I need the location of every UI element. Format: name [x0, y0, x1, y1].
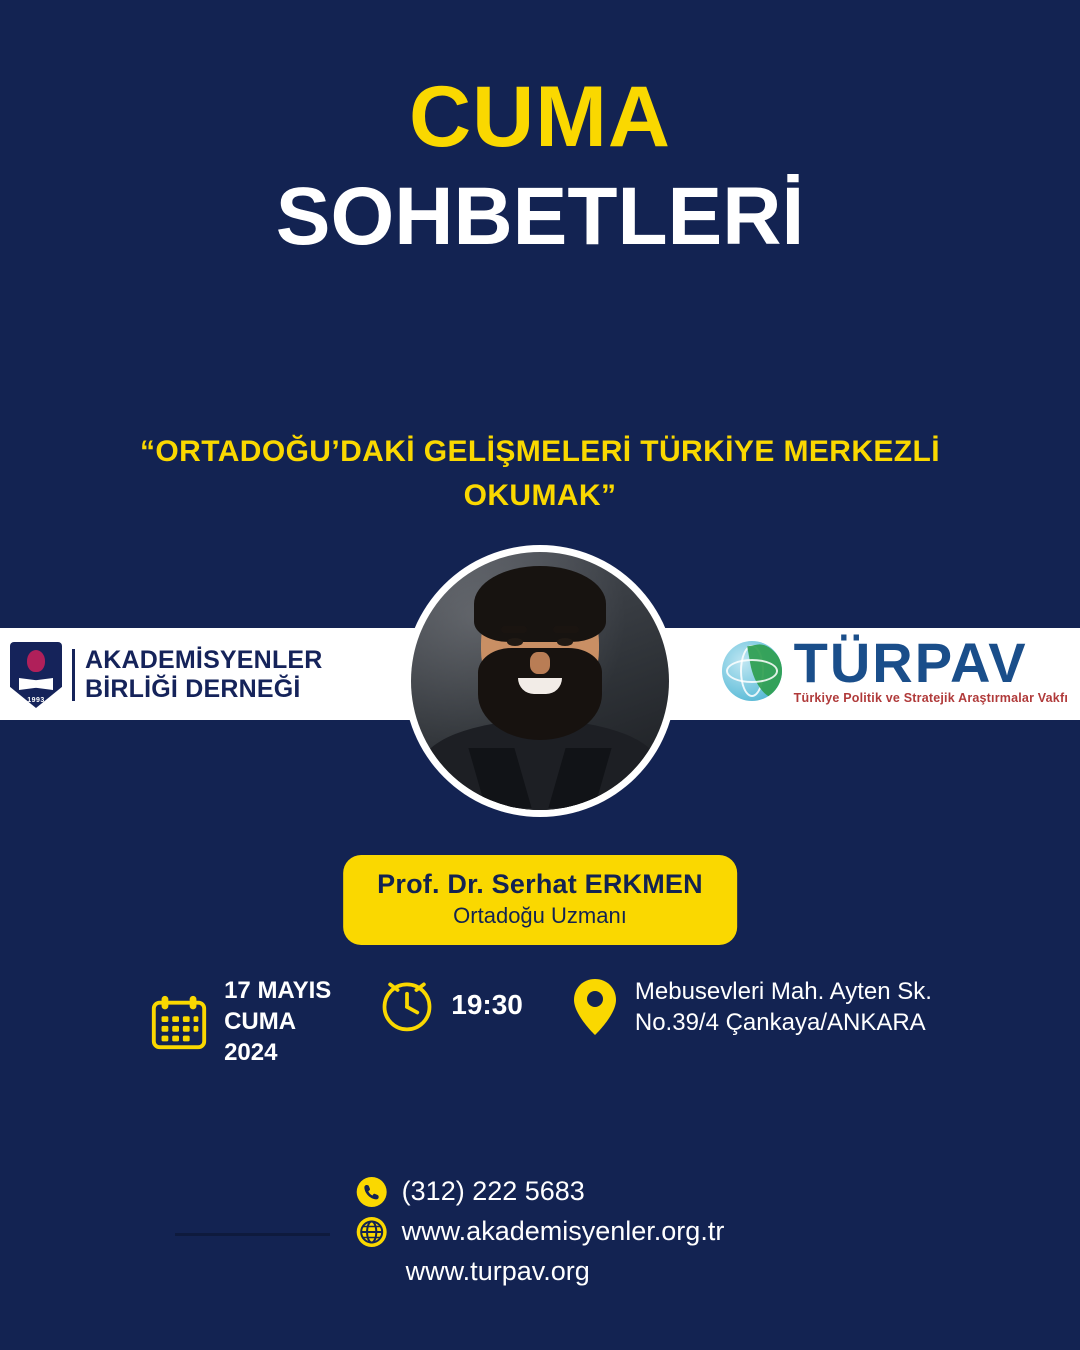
speaker-name: Prof. Dr. Serhat ERKMEN [377, 869, 703, 899]
contact-website-text: www.akademisyenler.org.tr [401, 1215, 725, 1246]
turpav-text [793, 631, 1068, 706]
poster-subtitle: “ORTADOĞU’DAKİ GELİŞMELERİ TÜRKİYE MERKEZLİ OKUMAK” [140, 435, 940, 512]
event-date-line-3: 2024 [224, 1039, 278, 1067]
contact-phone-text: (312) 222 5683 [401, 1176, 585, 1206]
calendar-icon [148, 991, 210, 1053]
event-time [377, 975, 523, 1035]
logo-left-line-2: BİRLİĞİ DERNEĞİ [85, 675, 301, 703]
turpav-globe-leaf-icon [722, 641, 782, 701]
title-line-1: CUMA [409, 69, 671, 165]
event-date-text [224, 975, 331, 1069]
turpav-tagline: Türkiye Politik ve Stratejik Araştırmalar Vakfı [793, 691, 1068, 706]
event-time-text: 19:30 [451, 988, 523, 1020]
title-line-2: SOHBETLERİ [275, 171, 805, 263]
event-location-line-1: Mebusevleri Mah. Ayten Sk. [634, 977, 932, 1005]
speaker-role: Ortadoğu Uzmanı [453, 903, 627, 928]
globe-icon [356, 1216, 388, 1248]
turpav-brand: TÜRPAV [793, 631, 1028, 694]
speaker-photo-frame [404, 545, 676, 817]
event-location-line-2: No.39/4 Çankaya/ANKARA [634, 1009, 926, 1036]
academy-crest-icon [10, 642, 62, 708]
decorative-rule [175, 1233, 330, 1236]
event-details-row [0, 975, 1080, 1069]
speaker-portrait [411, 552, 669, 810]
phone-icon [356, 1176, 388, 1208]
contact-block [356, 1175, 725, 1288]
event-date-line-1: 17 MAYIS [224, 977, 332, 1004]
contact-phone [356, 1175, 725, 1209]
poster-title [0, 69, 1080, 265]
event-date [148, 975, 331, 1069]
event-date-line-2: CUMA [224, 1008, 297, 1036]
clock-icon [377, 975, 437, 1035]
speaker-name-badge [343, 855, 737, 945]
logo-turpav [722, 631, 1068, 706]
event-location-text [635, 976, 932, 1038]
logo-left-line-1: AKADEMİSYENLER [85, 645, 323, 674]
event-location [569, 975, 932, 1039]
map-pin-icon [569, 975, 621, 1039]
logo-akademisyenler-birligi [10, 640, 323, 710]
logo-left-text [85, 646, 323, 705]
logo-divider [72, 649, 75, 701]
contact-website-secondary: www.turpav.org [405, 1255, 590, 1286]
contact-website [356, 1215, 725, 1249]
crest-year: 1993 [27, 697, 45, 704]
